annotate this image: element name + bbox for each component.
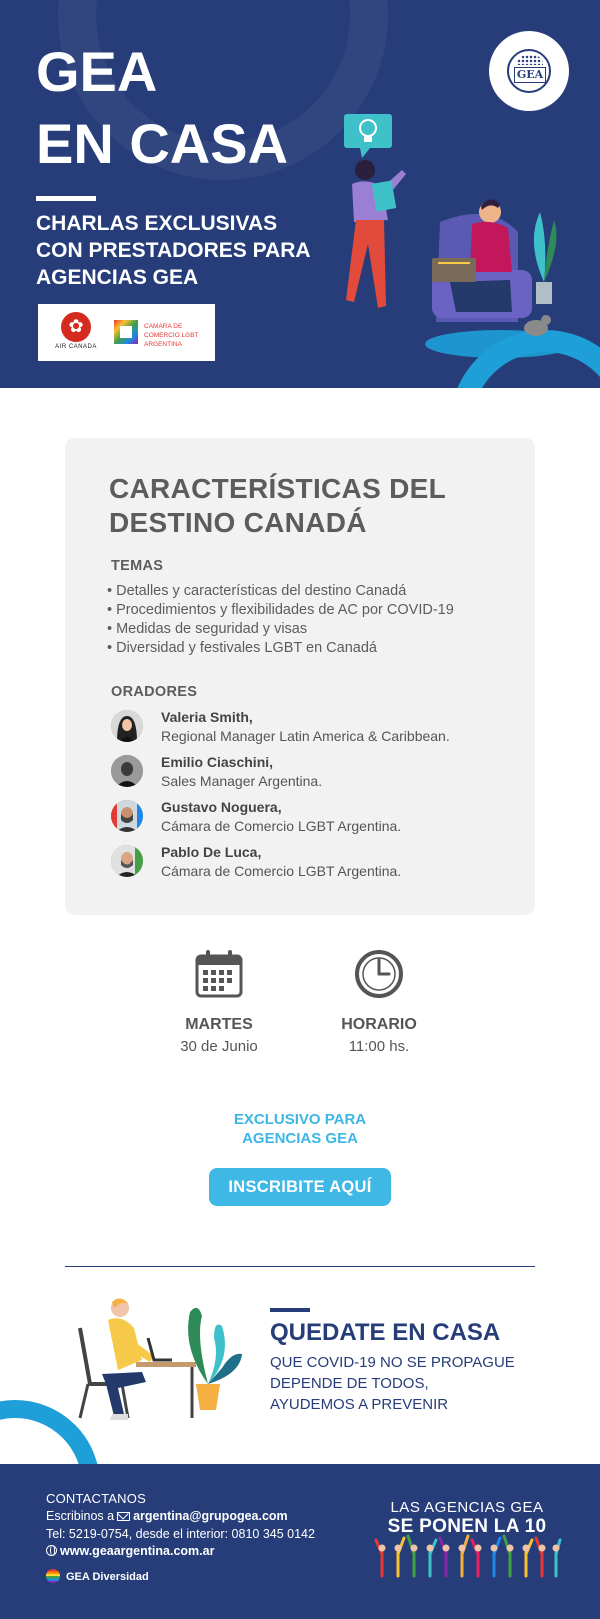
event-title-line-2: DESTINO CANADÁ <box>109 507 367 538</box>
speaker-row <box>111 710 531 755</box>
speaker-row <box>111 800 531 845</box>
footer <box>0 1464 600 1619</box>
exclusive-line-1: EXCLUSIVO PARA <box>233 1111 367 1128</box>
exclusive-note <box>0 1110 600 1148</box>
hero-subtitle-line-3: AGENCIAS GEA <box>36 266 199 289</box>
pride-icon <box>46 1569 60 1583</box>
cheering-people-illustration <box>372 1532 562 1580</box>
speaker-role: Cámara de Comercio LGBT Argentina. <box>161 818 402 834</box>
clock-icon <box>324 948 434 1004</box>
hero-subtitle <box>36 210 311 291</box>
air-canada-label: AIR CANADA <box>55 344 97 350</box>
maple-leaf-icon <box>61 312 91 342</box>
hero-subtitle-line-2: CON PRESTADORES PARA <box>36 239 311 262</box>
quedate-title: QUEDATE EN CASA <box>270 1319 501 1346</box>
gea-logo[interactable] <box>489 31 569 111</box>
avatar <box>111 710 143 742</box>
diversity-line <box>46 1569 149 1583</box>
date-value: 30 de Junio <box>180 1038 258 1055</box>
contact-heading: CONTACTANOS <box>46 1491 146 1506</box>
quedate-line-1: QUE COVID-19 NO SE PROPAGUE <box>270 1354 515 1371</box>
avatar <box>111 755 143 787</box>
topic-item: • Medidas de seguridad y visas <box>107 621 308 637</box>
topic-item: • Procedimientos y flexibilidades de AC por COVID-19 <box>107 602 454 618</box>
speaker-role: Regional Manager Latin America & Caribbean. <box>161 728 450 744</box>
speakers-heading: ORADORES <box>111 684 198 700</box>
register-button[interactable]: INSCRIBITE AQUÍ <box>209 1168 391 1206</box>
speaker-row <box>111 845 531 890</box>
hero-banner <box>0 0 600 388</box>
event-card <box>65 438 535 915</box>
speaker-row <box>111 755 531 800</box>
topics-list <box>107 582 454 658</box>
globe-icon <box>46 1545 57 1556</box>
speaker-name: Valeria Smith, <box>161 709 253 725</box>
phone-line: Tel: 5219-0754, desde el interior: 0810 345 0142 <box>46 1527 315 1541</box>
quedate-line-3: AYUDEMOS A PREVENIR <box>270 1396 449 1413</box>
event-title <box>109 472 509 540</box>
email-line <box>46 1509 288 1523</box>
event-title-line-1: CARACTERÍSTICAS DEL <box>109 473 447 504</box>
hero-title-line-2: EN CASA <box>36 112 289 175</box>
gea-logo-text: GEA <box>514 67 546 83</box>
time-label: HORARIO <box>341 1016 417 1033</box>
topic-item: • Diversidad y festivales LGBT en Canadá <box>107 640 377 656</box>
email-link[interactable]: argentina@grupogea.com <box>133 1509 288 1523</box>
topics-heading: TEMAS <box>111 558 164 574</box>
hero-divider <box>36 196 96 201</box>
speaker-name: Emilio Ciaschini, <box>161 754 274 770</box>
speaker-role: Sales Manager Argentina. <box>161 773 323 789</box>
speakers-list <box>111 710 531 890</box>
diez-tagline: SE PONEN LA 10 <box>387 1516 547 1537</box>
topic-item: • Detalles y características del destino Canadá <box>107 583 407 599</box>
home-office-illustration <box>72 1298 247 1426</box>
camara-lgbt-label: CAMARA DE COMERCIO LGBT ARGENTINA <box>144 323 199 348</box>
rainbow-square-icon <box>114 320 138 344</box>
website-link[interactable]: www.geaargentina.com.ar <box>60 1544 215 1558</box>
diversity-label[interactable]: GEA Diversidad <box>66 1571 149 1583</box>
speaker-role: Cámara de Comercio LGBT Argentina. <box>161 863 402 879</box>
quedate-message <box>270 1352 515 1415</box>
hero-title-line-1: GEA <box>36 40 158 103</box>
time-value: 11:00 hs. <box>348 1038 410 1055</box>
avatar <box>111 845 143 877</box>
event-time <box>324 948 434 1055</box>
section-divider <box>65 1266 535 1267</box>
avatar <box>111 800 143 832</box>
hero-title <box>36 36 288 180</box>
calendar-icon <box>164 948 274 1004</box>
date-label: MARTES <box>185 1016 253 1033</box>
quedate-line-2: DEPENDE DE TODOS, <box>270 1375 429 1392</box>
event-date <box>164 948 274 1055</box>
air-canada-logo <box>48 312 104 356</box>
email-prefix: Escribinos a <box>46 1509 115 1523</box>
globe-dots-icon <box>517 55 543 65</box>
remote-work-illustration <box>340 112 580 362</box>
hero-subtitle-line-1: CHARLAS EXCLUSIVAS <box>36 212 278 235</box>
speaker-name: Pablo De Luca, <box>161 844 262 860</box>
exclusive-line-2: AGENCIAS GEA <box>242 1130 358 1147</box>
website-line <box>46 1544 214 1558</box>
speaker-name: Gustavo Noguera, <box>161 799 282 815</box>
mail-icon <box>117 1512 130 1521</box>
sponsor-logos <box>38 304 215 361</box>
camara-lgbt-logo <box>114 318 210 348</box>
quedate-divider <box>270 1308 310 1312</box>
agencias-tagline: LAS AGENCIAS GEA <box>390 1499 544 1516</box>
